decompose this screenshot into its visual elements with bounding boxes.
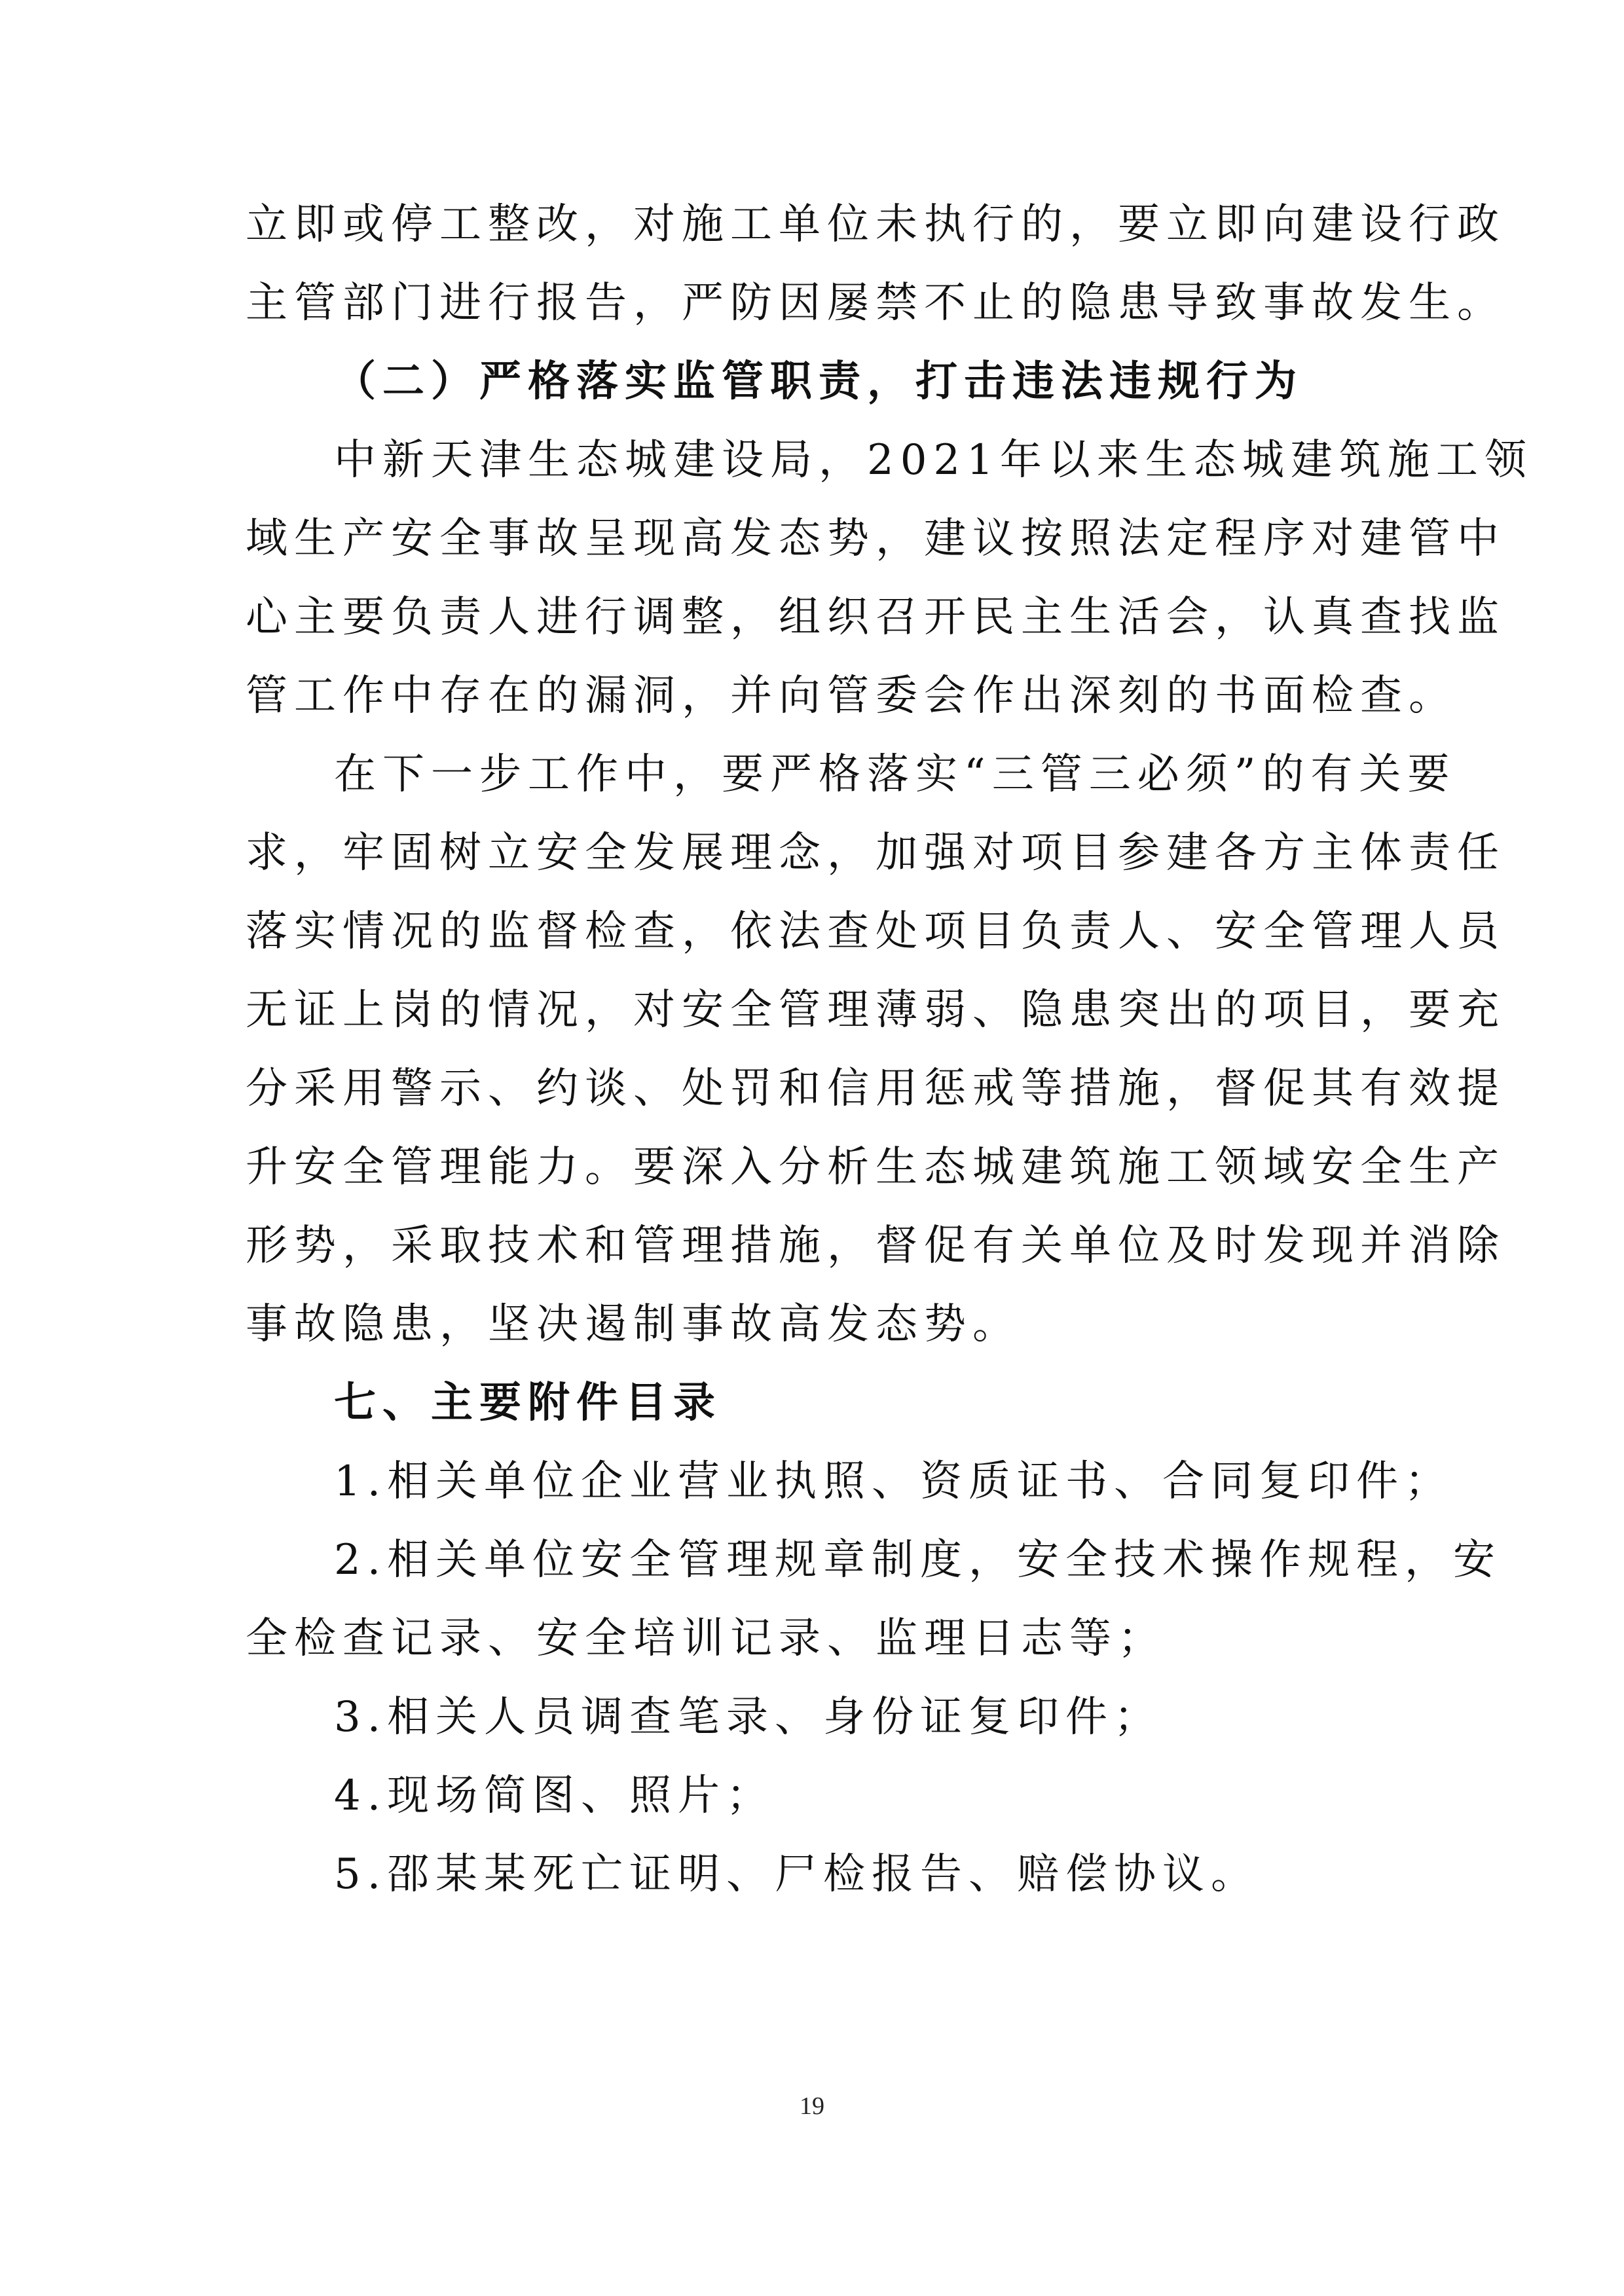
paragraph-line: 域生产安全事故呈现高发态势，建议按照法定程序对建管中 <box>246 515 1505 563</box>
page-number: 19 <box>800 2092 824 2120</box>
paragraph-line: 主管部门进行报告，严防因屡禁不止的隐患导致事故发生。 <box>246 279 1505 327</box>
paragraph-line: 心主要负责人进行调整，组织召开民主生活会，认真查找监 <box>246 593 1505 642</box>
paragraph-line: 形势，采取技术和管理措施，督促有关单位及时发现并消除 <box>246 1222 1505 1270</box>
document-body <box>246 185 1533 1914</box>
paragraph-line: 在下一步工作中，要严格落实“三管三必须”的有关要 <box>334 750 1456 799</box>
section-heading: 七、主要附件目录 <box>334 1379 722 1427</box>
list-item: 5.邵某某死亡证明、尸检报告、赔偿协议。 <box>334 1850 1260 1899</box>
list-item: 3.相关人员调查笔录、身份证复印件； <box>334 1693 1163 1741</box>
paragraph-line: 无证上岗的情况，对安全管理薄弱、隐患突出的项目，要充 <box>246 986 1505 1034</box>
list-item-continuation: 全检查记录、安全培训记录、监理日志等； <box>246 1614 1166 1663</box>
list-item: 4.现场简图、照片； <box>334 1772 775 1820</box>
section-heading: （二）严格落实监管职责，打击违法违规行为 <box>334 357 1303 406</box>
paragraph-line: 事故隐患，坚决遏制事故高发态势。 <box>246 1300 1021 1349</box>
paragraph-line: 管工作中存在的漏洞，并向管委会作出深刻的书面检查。 <box>246 672 1457 720</box>
paragraph-line: 分采用警示、约谈、处罚和信用惩戒等措施，督促其有效提 <box>246 1065 1505 1113</box>
paragraph-line: 求，牢固树立安全发展理念，加强对项目参建各方主体责任 <box>246 829 1505 877</box>
paragraph-line: 立即或停工整改，对施工单位未执行的，要立即向建设行政 <box>246 200 1505 249</box>
paragraph-line: 升安全管理能力。要深入分析生态城建筑施工领域安全生产 <box>246 1143 1505 1192</box>
paragraph-line: 中新天津生态城建设局，2021年以来生态城建筑施工领 <box>334 436 1533 484</box>
list-item: 1.相关单位企业营业执照、资质证书、合同复印件； <box>334 1457 1454 1506</box>
list-item: 2.相关单位安全管理规章制度，安全技术操作规程，安 <box>334 1536 1502 1584</box>
paragraph-line: 落实情况的监督检查，依法查处项目负责人、安全管理人员 <box>246 907 1505 956</box>
